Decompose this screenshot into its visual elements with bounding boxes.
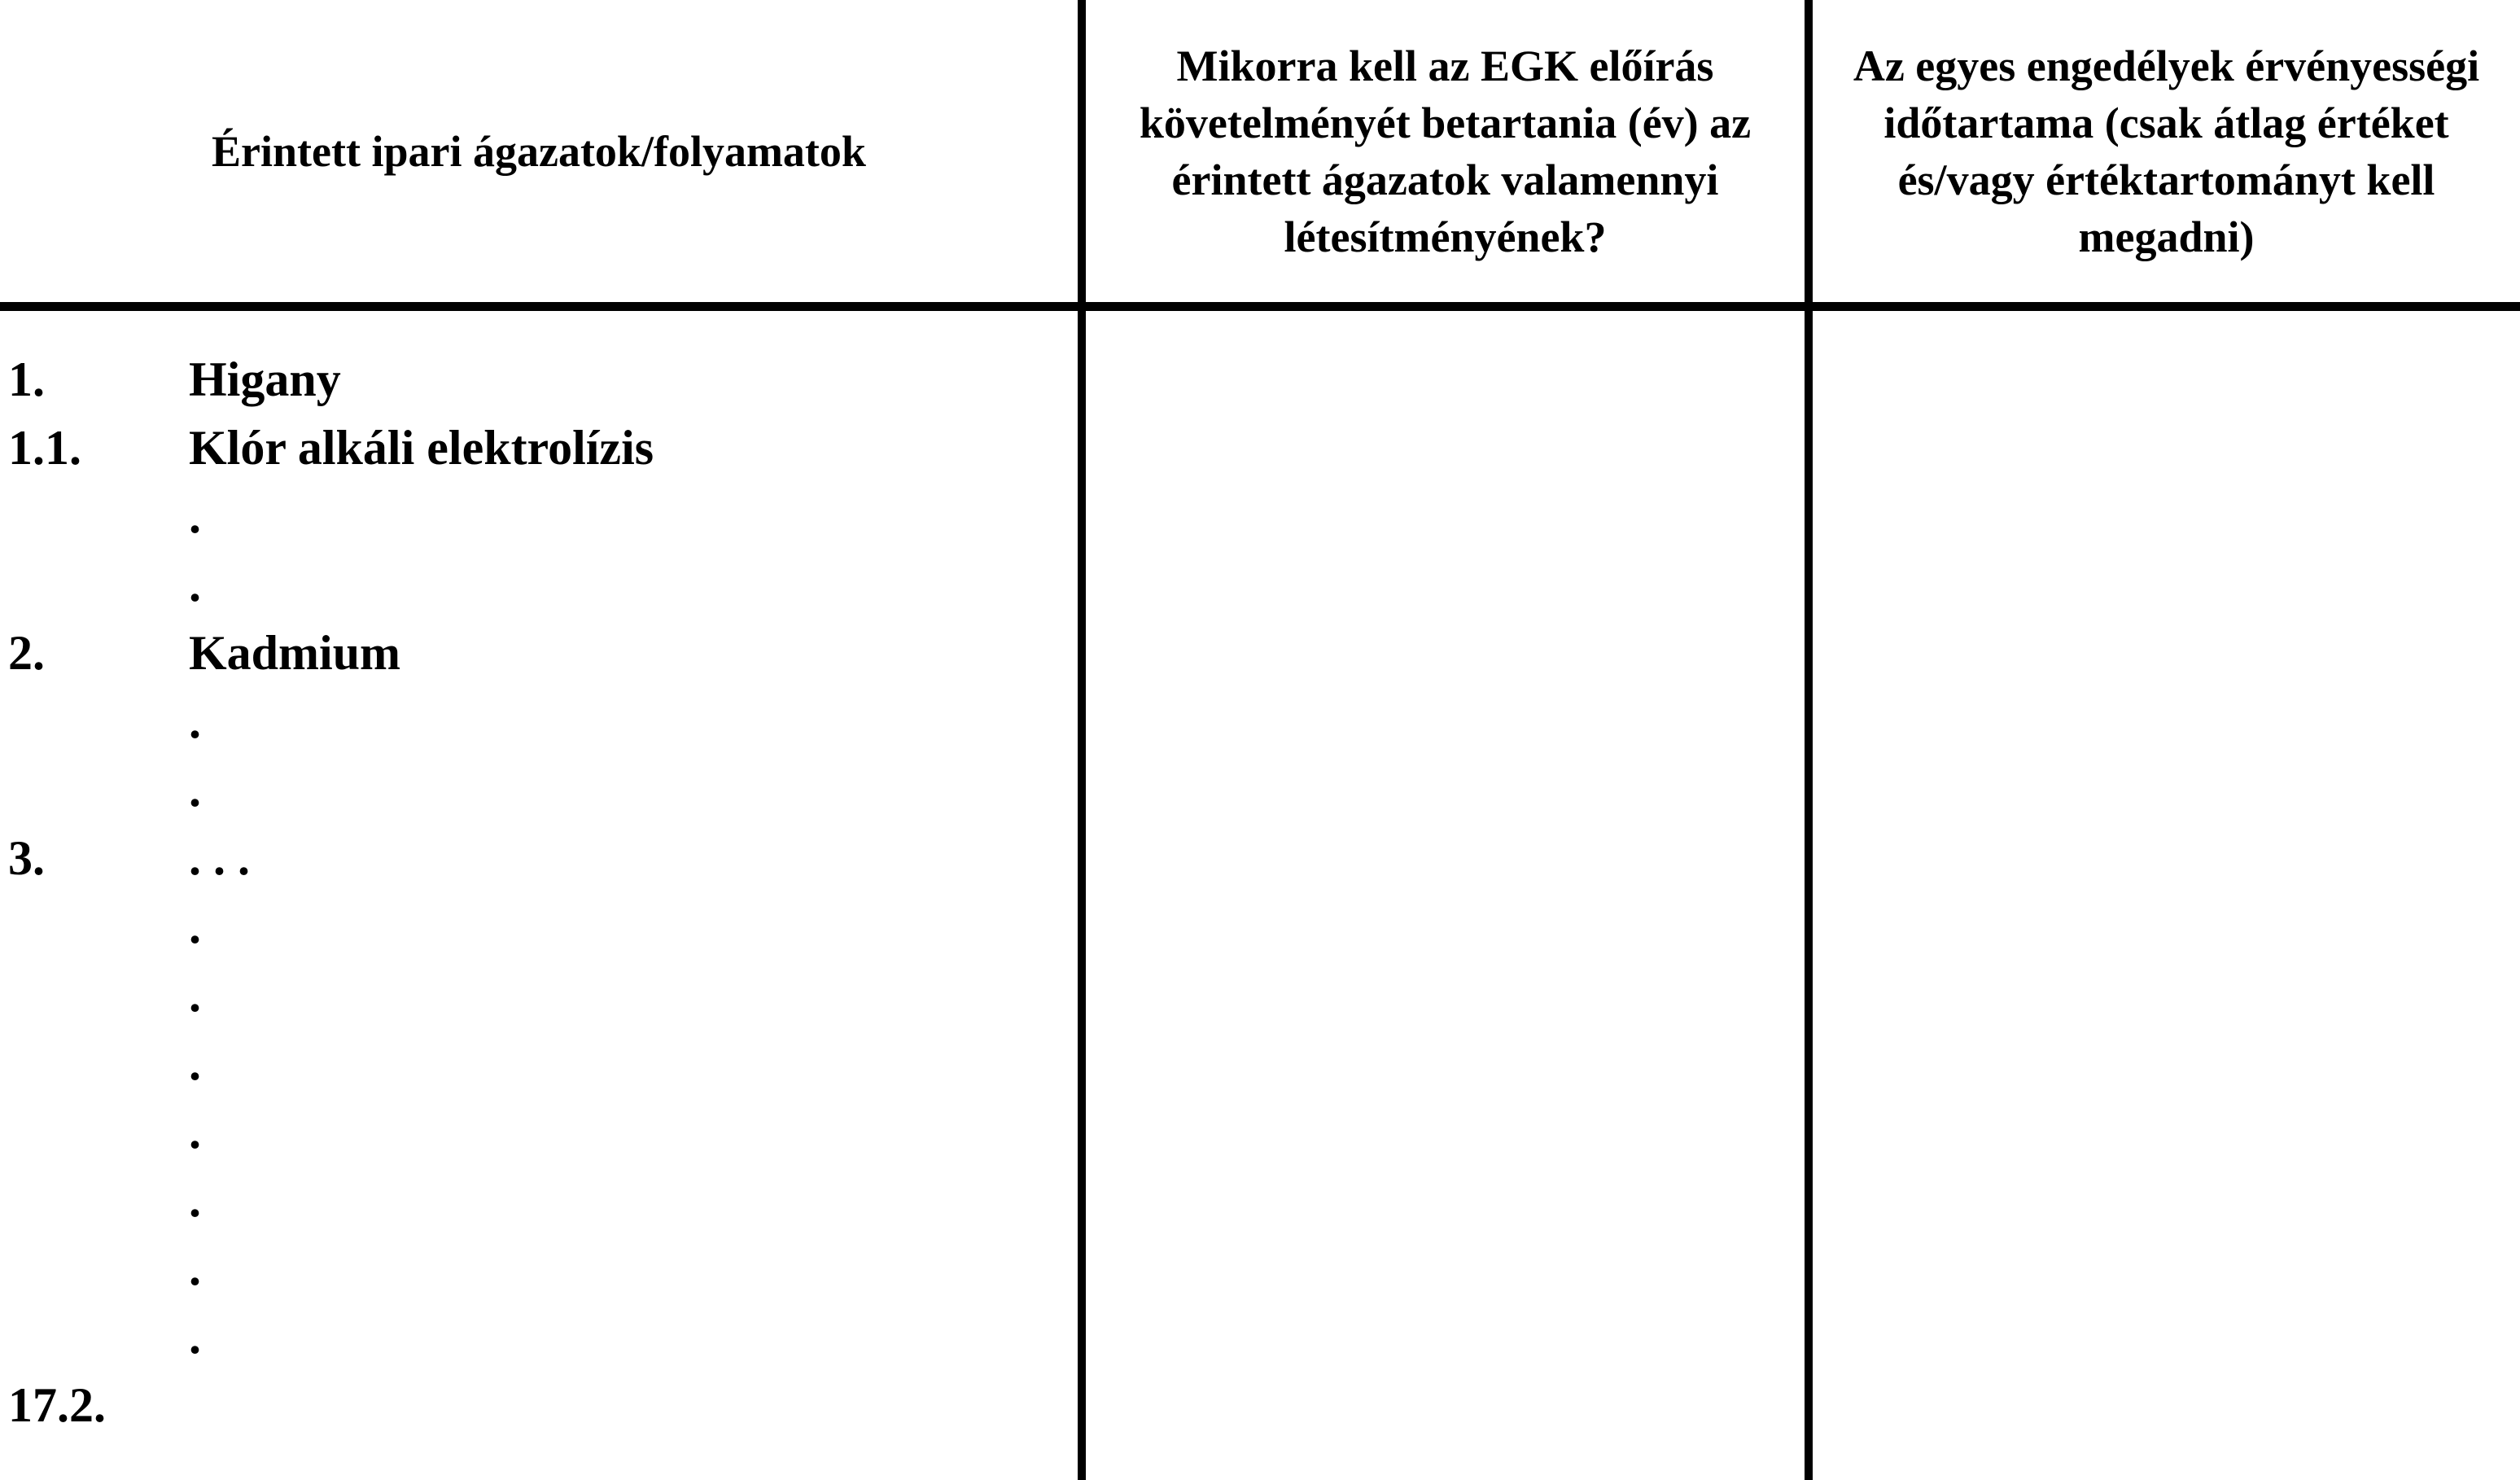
- row-label: .: [189, 489, 201, 543]
- column-header-permit-validity: [1813, 0, 2520, 302]
- row-number: [8, 687, 189, 755]
- table-row: [0, 414, 1078, 482]
- table-body: [0, 345, 1078, 1439]
- column-header-label: Mikorra kell az EGK előírás követelményét betartania (év) az érintett ágazatok valamennyi létesítményének?: [1139, 41, 1752, 261]
- row-label: .: [189, 968, 201, 1022]
- row-label: .: [189, 1310, 201, 1364]
- table-row: [0, 755, 1078, 824]
- row-number: [8, 1097, 189, 1166]
- table-row: [0, 1303, 1078, 1371]
- row-label: .: [189, 558, 201, 611]
- row-label: .: [189, 763, 201, 817]
- table-row: [0, 1234, 1078, 1303]
- table-row: [0, 345, 1078, 414]
- column-header-label: Érintett ipari ágazatok/folyamatok: [212, 126, 866, 176]
- row-number: [8, 1166, 189, 1234]
- row-number: [8, 961, 189, 1029]
- table-row: [0, 892, 1078, 961]
- column-header-label: Az egyes engedélyek érvényességi időtartama (csak átlag értéket és/vagy értéktartományt kell megadni): [1853, 41, 2480, 261]
- row-number: [8, 1234, 189, 1303]
- row-number: 17.2.: [8, 1378, 106, 1432]
- table-row: [0, 824, 1078, 892]
- row-label: .: [189, 1105, 201, 1158]
- header-separator-line: [0, 302, 2520, 311]
- column-divider-1: [1078, 0, 1086, 1480]
- table-row: [0, 550, 1078, 619]
- column-divider-2: [1805, 0, 1813, 1480]
- row-label: . . .: [189, 831, 250, 885]
- row-number: [8, 1303, 189, 1371]
- row-label: Klór alkáli elektrolízis: [189, 421, 654, 475]
- column-header-industrial-sectors: [0, 0, 1078, 302]
- table-row: [0, 687, 1078, 755]
- row-number: 1.: [8, 352, 45, 406]
- table-row: [0, 619, 1078, 687]
- row-number: 2.: [8, 626, 45, 680]
- column-header-egk-deadline: [1086, 0, 1805, 302]
- row-label: .: [189, 694, 201, 748]
- row-number: [8, 550, 189, 619]
- row-label: .: [189, 1036, 201, 1090]
- row-label: [189, 1371, 1078, 1439]
- table-row: [0, 482, 1078, 550]
- table-row: [0, 1166, 1078, 1234]
- table-row: [0, 1097, 1078, 1166]
- row-number: [8, 1029, 189, 1097]
- row-number: 1.1.: [8, 421, 81, 475]
- row-label: .: [189, 1241, 201, 1295]
- row-number: [8, 482, 189, 550]
- table-row: [0, 1029, 1078, 1097]
- row-number: [8, 755, 189, 824]
- table-row: [0, 961, 1078, 1029]
- row-number: [8, 892, 189, 961]
- row-label: .: [189, 900, 201, 953]
- row-label: .: [189, 1173, 201, 1227]
- row-label: Kadmium: [189, 626, 401, 680]
- row-label: Higany: [189, 352, 341, 406]
- row-number: 3.: [8, 831, 45, 885]
- table-row: [0, 1371, 1078, 1439]
